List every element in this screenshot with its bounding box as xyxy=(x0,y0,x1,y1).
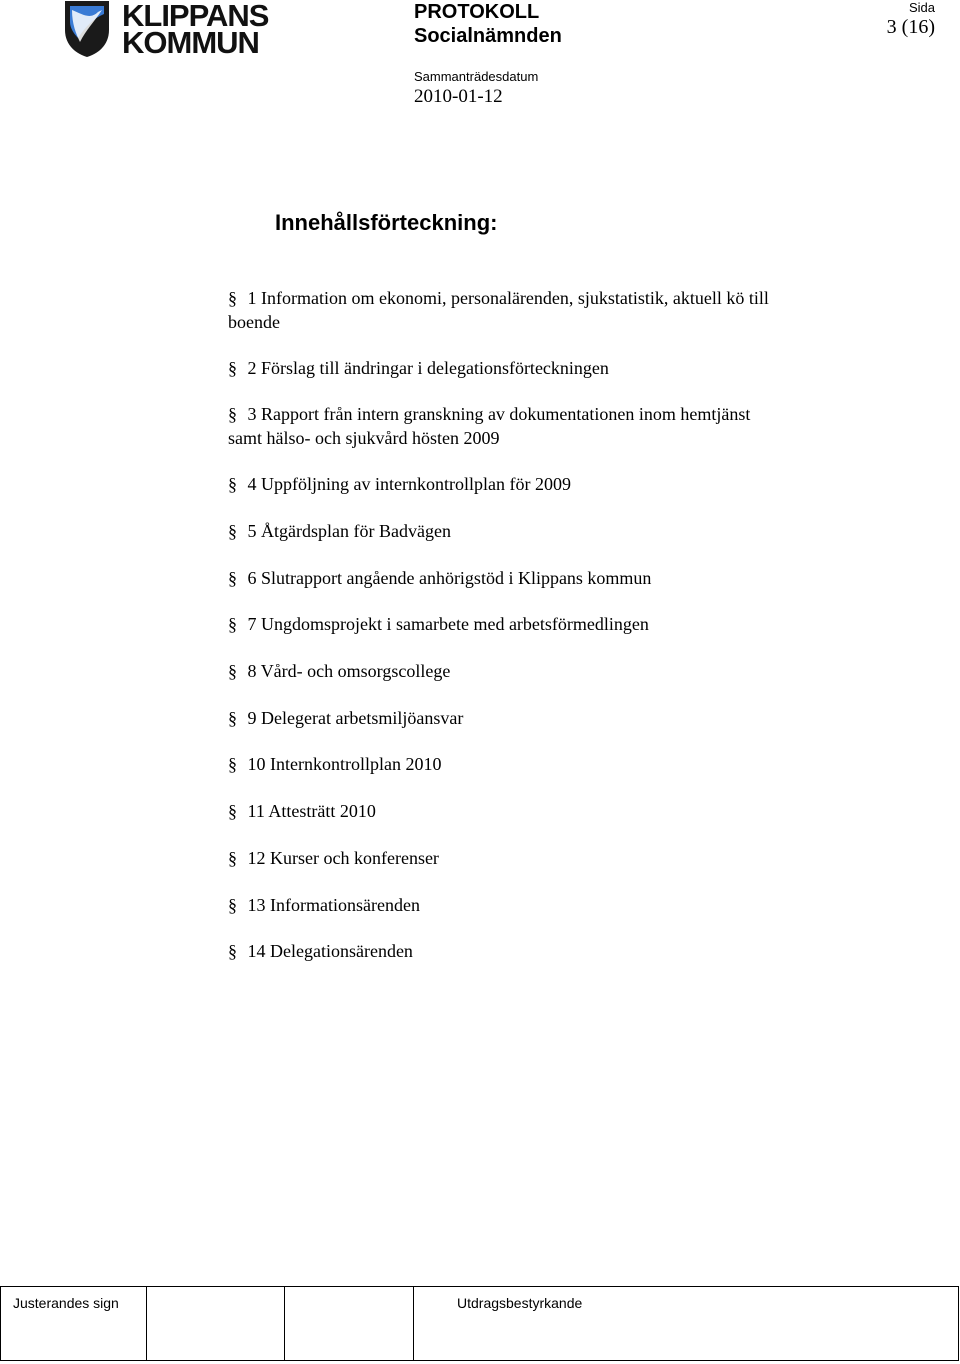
toc-item: § 13 Informationsärenden xyxy=(228,895,420,915)
toc-item: § 1 Information om ekonomi, personalärenden, sjukstatistik, aktuell kö till boende xyxy=(228,288,769,332)
shield-icon xyxy=(64,0,110,58)
logo-wordmark: KLIPPANS KOMMUN xyxy=(122,0,269,60)
toc-item: § 2 Förslag till ändringar i delegationsförteckningen xyxy=(228,358,609,378)
toc-item: § 7 Ungdomsprojekt i samarbete med arbetsförmedlingen xyxy=(228,614,649,634)
toc-title: Innehållsförteckning: xyxy=(275,210,498,235)
section-symbol: § xyxy=(228,521,237,541)
section-symbol: § xyxy=(228,288,237,308)
extract-label: Utdragsbestyrkande xyxy=(457,1295,583,1311)
section-symbol: § xyxy=(228,848,237,868)
toc-item: § 10 Internkontrollplan 2010 xyxy=(228,754,442,774)
sign-label-cell xyxy=(1,1287,147,1360)
toc-item: § 5 Åtgärdsplan för Badvägen xyxy=(228,521,451,541)
meeting-date-label: Sammanträdesdatum xyxy=(414,69,539,84)
section-symbol: § xyxy=(228,895,237,915)
sign-cell-2 xyxy=(285,1287,414,1360)
toc-item: § 8 Vård- och omsorgscollege xyxy=(228,661,451,681)
page-number: 3 (16) xyxy=(886,16,935,38)
toc-item: § 3 Rapport från intern granskning av dokumentationen inom hemtjänst samt hälso- och sjukvård hösten 2009 xyxy=(228,404,751,448)
toc-item: § 12 Kurser och konferenser xyxy=(228,848,439,868)
section-symbol: § xyxy=(228,801,237,821)
sign-label: Justerandes sign xyxy=(13,1295,119,1311)
section-symbol: § xyxy=(228,404,237,424)
committee-name: Socialnämnden xyxy=(414,25,562,47)
section-symbol: § xyxy=(228,474,237,494)
toc-item: § 14 Delegationsärenden xyxy=(228,941,413,961)
section-symbol: § xyxy=(228,614,237,634)
section-symbol: § xyxy=(228,941,237,961)
section-symbol: § xyxy=(228,358,237,378)
section-symbol: § xyxy=(228,754,237,774)
toc-item: § 4 Uppföljning av internkontrollplan för 2009 xyxy=(228,474,571,494)
section-symbol: § xyxy=(228,568,237,588)
toc-item: § 11 Attesträtt 2010 xyxy=(228,801,376,821)
signature-table xyxy=(0,1286,959,1361)
klippans-kommun-logo xyxy=(64,0,274,64)
section-symbol: § xyxy=(228,708,237,728)
toc-item: § 9 Delegerat arbetsmiljöansvar xyxy=(228,708,464,728)
page-label: Sida xyxy=(908,0,935,15)
document-type: PROTOKOLL xyxy=(414,1,540,23)
toc-item: § 6 Slutrapport angående anhörigstöd i Klippans kommun xyxy=(228,568,652,588)
meeting-date: 2010-01-12 xyxy=(414,86,503,107)
section-symbol: § xyxy=(228,661,237,681)
sign-cell-1 xyxy=(147,1287,285,1360)
